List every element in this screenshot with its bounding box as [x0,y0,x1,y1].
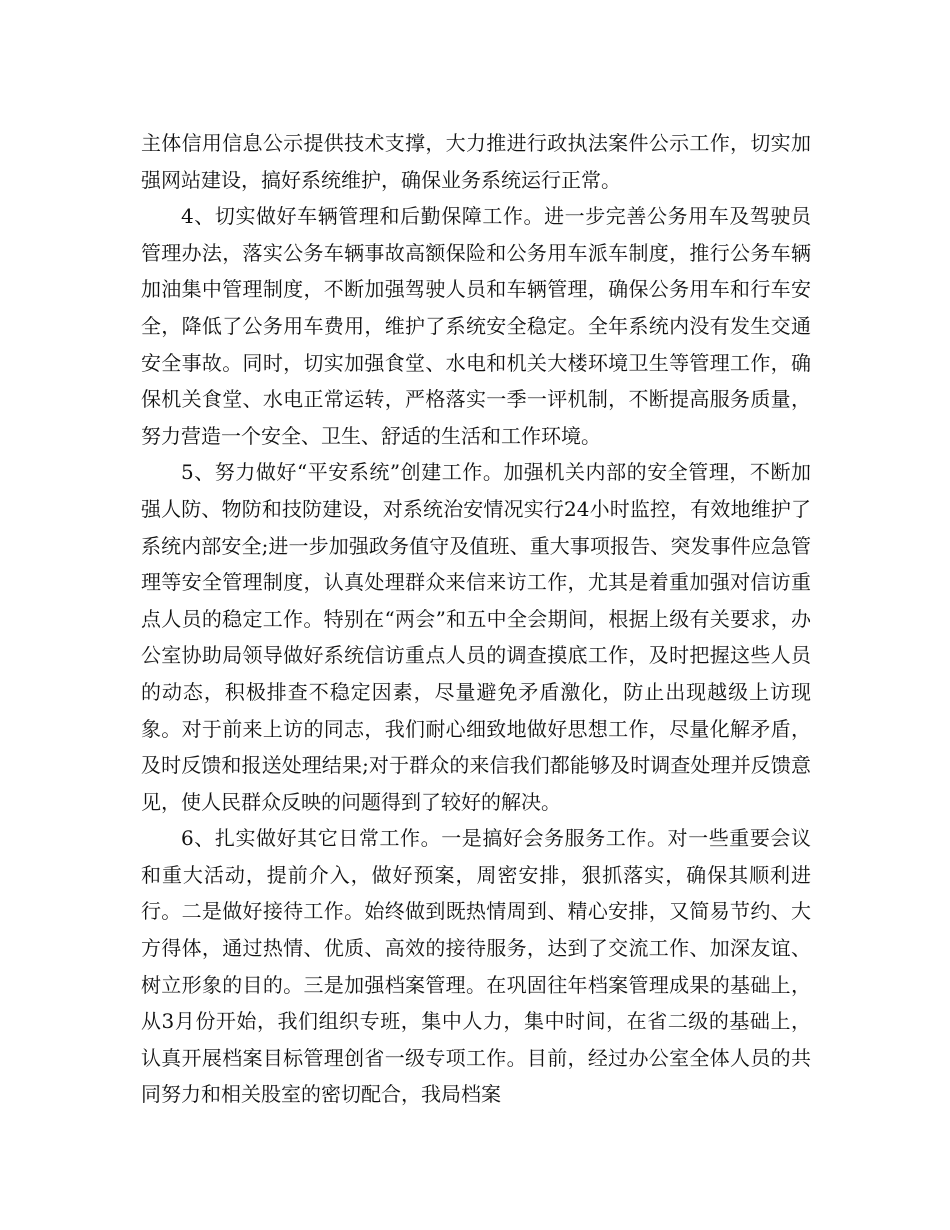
paragraph-safe-system: 5、努力做好“平安系统”创建工作。加强机关内部的安全管理，不断加强人防、物防和技防建设，对系统治安情况实行24小时监控，有效地维护了系统内部安全;进一步加强政务值守及值班、重大事项报告、突发事件应急管理等安全管理制度，认真处理群众来信来访工作，尤其是着重加强对信访重点人员的稳定工作。特别在“两会”和五中全会期间，根据上级有关要求，办公室协助局领导做好系统信访重点人员的调查摸底工作，及时把握这些人员的动态，积极排查不稳定因素，尽量避免矛盾激化，防止出现越级上访现象。对于前来上访的同志，我们耐心细致地做好思想工作，尽量化解矛盾，及时反馈和报送处理结果;对于群众的来信我们都能够及时调查处理并反馈意见，使人民群众反映的问题得到了较好的解决。 [141,460,811,814]
document-body [141,125,811,1113]
paragraph-continued: 主体信用信息公示提供技术支撑，大力推进行政执法案件公示工作，切实加强网站建设，搞好系统维护，确保业务系统运行正常。 [141,131,811,192]
paragraph-vehicle-management: 4、切实做好车辆管理和后勤保障工作。进一步完善公务用车及驾驶员管理办法，落实公务车辆事故高额保险和公务用车派车制度，推行公务车辆加油集中管理制度，不断加强驾驶人员和车辆管理，确保公务用车和行车安全，降低了公务用车费用，维护了系统安全稳定。全年系统内没有发生交通安全事故。同时，切实加强食堂、水电和机关大楼环境卫生等管理工作，确保机关食堂、水电正常运转，严格落实一季一评机制，不断提高服务质量，努力营造一个安全、卫生、舒适的生活和工作环境。 [141,204,811,448]
paragraph-daily-work: 6、扎实做好其它日常工作。一是搞好会务服务工作。对一些重要会议和重大活动，提前介入，做好预案，周密安排，狠抓落实，确保其顺利进行。二是做好接待工作。始终做到既热情周到、精心安排，又简易节约、大方得体，通过热情、优质、高效的接待服务，达到了交流工作、加深友谊、树立形象的目的。三是加强档案管理。在巩固往年档案管理成果的基础上，从3月份开始，我们组织专班，集中人力，集中时间，在省二级的基础上，认真开展档案目标管理创省一级专项工作。目前，经过办公室全体人员的共同努力和相关股室的密切配合，我局档案 [141,826,811,1107]
